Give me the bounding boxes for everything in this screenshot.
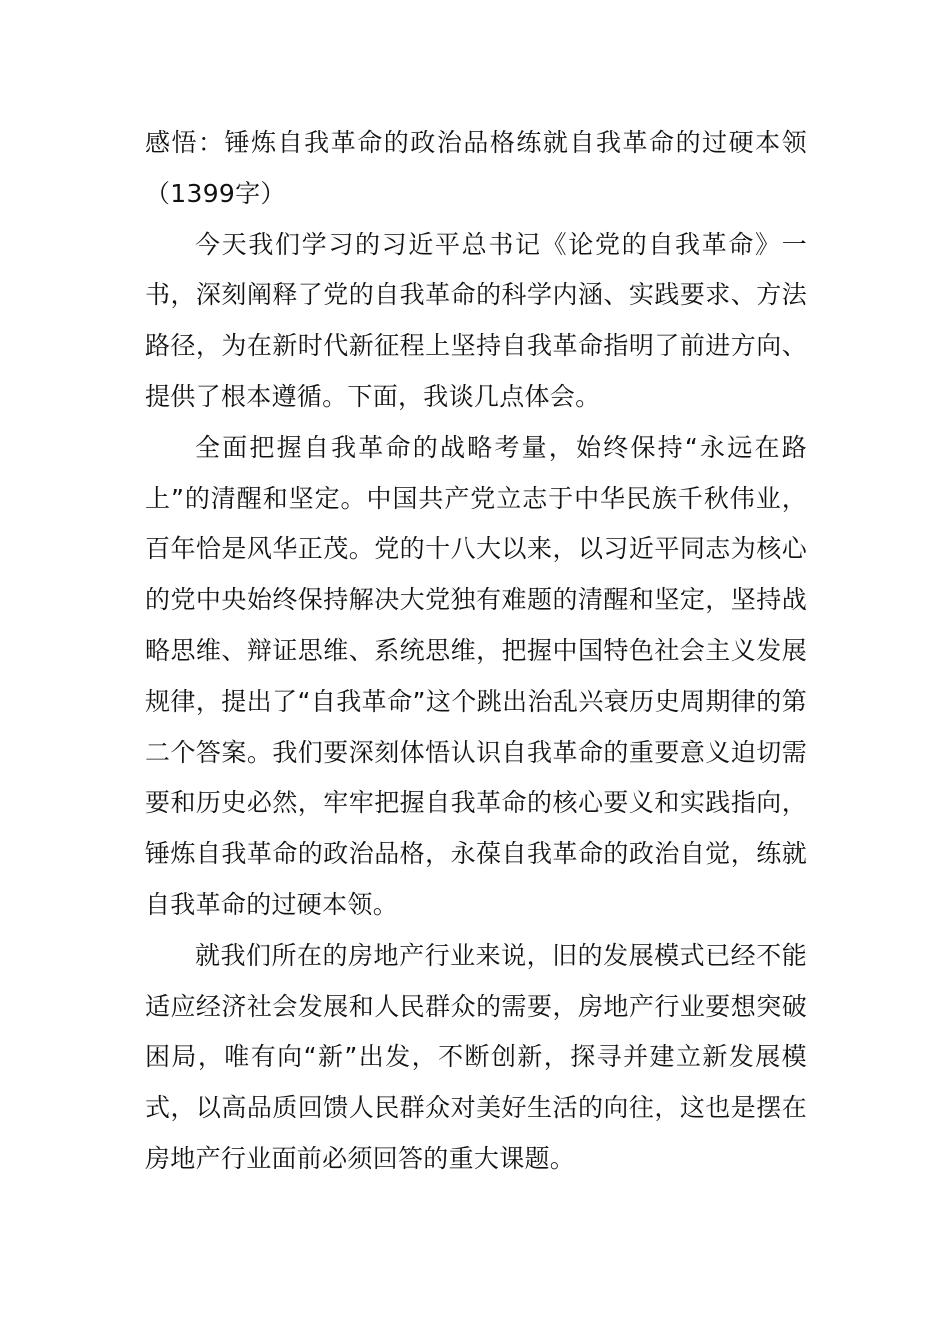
document-title: 感悟：锤炼自我革命的政治品格练就自我革命的过硬本领（1399字） xyxy=(145,128,807,208)
paragraph-real-estate: 就我们所在的房地产行业来说，旧的发展模式已经不能适应经济社会发展和人民群众的需要，房地产行业要想突破困局，唯有向“新”出发，不断创新，探寻并建立新发展模式，以高品质回馈人民群众对美好生活的向往，这也是摆在房地产行业面前必须回答的重大课题。 xyxy=(145,940,807,1173)
paragraph-strategy: 全面把握自我革命的战略考量，始终保持“永远在路上”的清醒和坚定。中国共产党立志于中华民族千秋伟业，百年恰是风华正茂。党的十八大以来，以习近平同志为核心的党中央始终保持解决大党独有难题的清醒和坚定，坚持战略思维、辩证思维、系统思维，把握中国特色社会主义发展规律，提出了“自我革命”这个跳出治乱兴衰历史周期律的第二个答案。我们要深刻体悟认识自我革命的重要意义迫切需要和历史必然，牢牢把握自我革命的核心要义和实践指向，锤炼自我革命的政治品格，永葆自我革命的政治自觉，练就自我革命的过硬本领。 xyxy=(145,432,807,919)
document-body xyxy=(145,118,807,1185)
paragraph-intro: 今天我们学习的习近平总书记《论党的自我革命》一书，深刻阐释了党的自我革命的科学内涵、实践要求、方法路径，为在新时代新征程上坚持自我革命指明了前进方向、提供了根本遵循。下面，我谈几点体会。 xyxy=(145,229,807,411)
